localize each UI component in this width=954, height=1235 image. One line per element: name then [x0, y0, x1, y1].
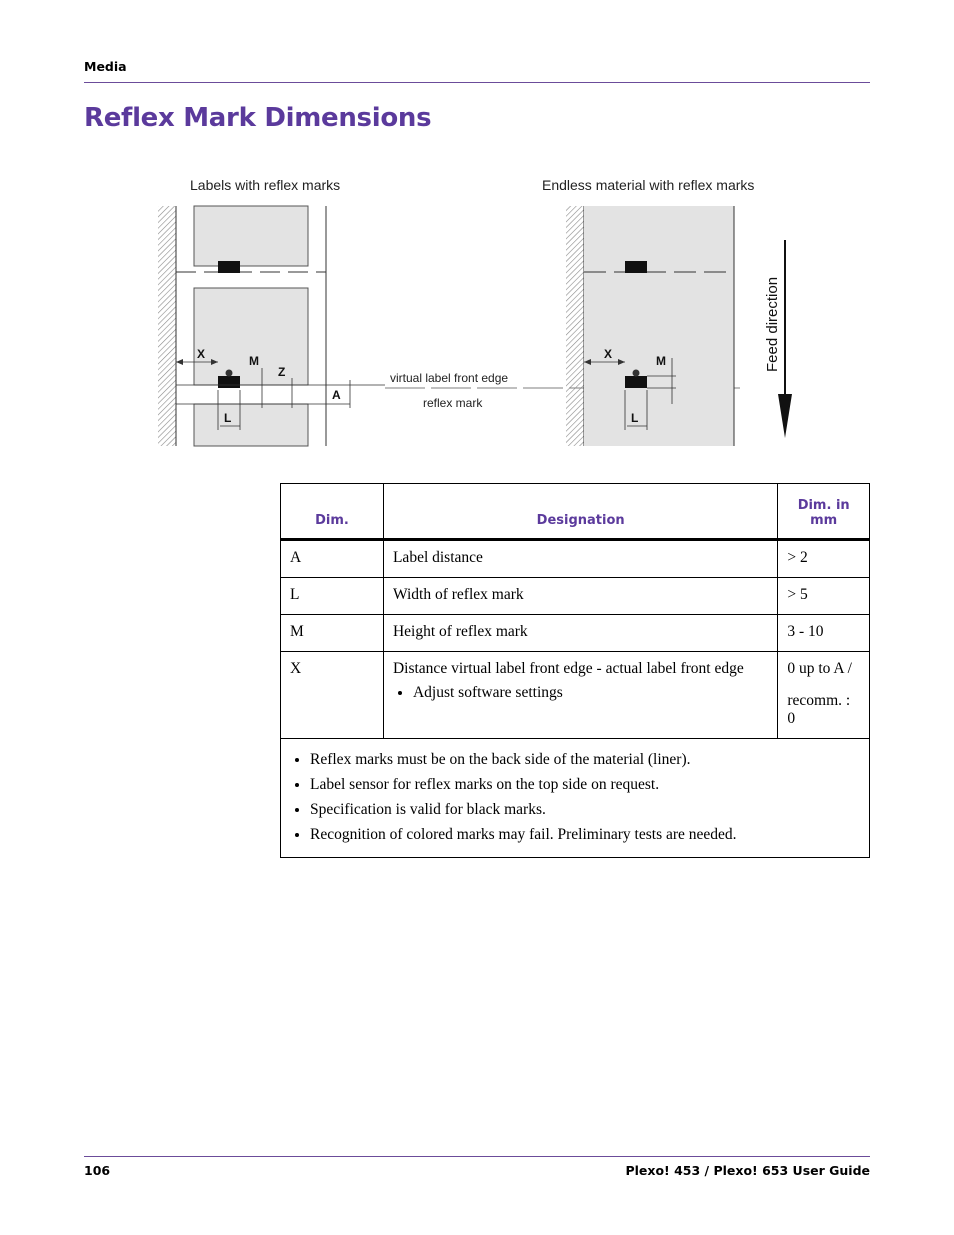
right-guide-hatch — [566, 206, 584, 446]
left-a-label: A — [332, 388, 341, 402]
left-reflex-mark-top — [218, 261, 240, 273]
row-designation: Width of reflex mark — [383, 578, 777, 615]
endless-material — [584, 206, 734, 446]
footer-rule — [84, 1156, 870, 1157]
table-row — [281, 615, 870, 652]
reflex-mark-label: reflex mark — [423, 396, 483, 410]
header-dim: Dim. — [281, 484, 384, 540]
right-reflex-mark-top — [625, 261, 647, 273]
right-caption: Endless material with reflex marks — [542, 177, 755, 193]
right-x-label: X — [604, 347, 613, 361]
right-reflex-mark — [625, 376, 647, 388]
row-dim: L — [281, 578, 384, 615]
row-dim: A — [281, 540, 384, 578]
label-2 — [194, 288, 308, 385]
feed-arrow-head — [778, 394, 792, 438]
left-l-label: L — [224, 411, 232, 425]
page-title: Reflex Mark Dimensions — [84, 103, 432, 133]
left-m-label: M — [249, 354, 259, 368]
left-guide-hatch — [158, 206, 176, 446]
table-notes-row — [281, 739, 870, 858]
note-item: • Specification is valid for black marks. — [310, 797, 861, 822]
diagram-svg — [150, 168, 810, 458]
notes-cell — [281, 739, 870, 858]
row-value: > 2 — [778, 540, 870, 578]
table-header-row — [281, 484, 870, 540]
feed-direction-label: Feed direction — [764, 276, 781, 372]
table-row — [281, 578, 870, 615]
row-value: 3 - 10 — [778, 615, 870, 652]
row-designation-cell — [383, 652, 777, 739]
designation-bullets — [393, 684, 769, 702]
right-sensor-dot — [633, 370, 640, 377]
label-1 — [194, 206, 308, 266]
table-row — [281, 540, 870, 578]
guide-title: Plexo! 453 / Plexo! 653 User Guide — [625, 1163, 870, 1178]
left-reflex-mark — [218, 376, 240, 388]
left-caption: Labels with reflex marks — [190, 177, 341, 193]
label-3 — [194, 404, 308, 446]
table-row — [281, 652, 870, 739]
section-header: Media — [84, 59, 127, 74]
row-value: > 5 — [778, 578, 870, 615]
page-number: 106 — [84, 1163, 111, 1178]
virtual-edge-label: virtual label front edge — [390, 371, 509, 385]
notes-list — [290, 747, 861, 847]
reflex-mark-diagram — [150, 168, 810, 458]
right-l-label: L — [631, 411, 639, 425]
header-value: Dim. in mm — [778, 484, 870, 540]
row-dim: M — [281, 615, 384, 652]
row-value-recommended: recomm. : 0 — [787, 692, 851, 727]
row-dim: X — [281, 652, 384, 739]
row-designation: Height of reflex mark — [383, 615, 777, 652]
header-rule — [84, 82, 870, 83]
designation-bullet: • Adjust software settings — [413, 684, 769, 702]
row-designation: Distance virtual label front edge - actual label front edge — [392, 660, 744, 677]
left-x-label: X — [197, 347, 206, 361]
note-item: • Label sensor for reflex marks on the top side on request. — [310, 772, 861, 797]
note-item: • Reflex marks must be on the back side of the material (liner). — [310, 747, 861, 772]
row-designation: Label distance — [383, 540, 777, 578]
right-m-label: M — [656, 354, 666, 368]
header-designation: Designation — [383, 484, 777, 540]
note-item: • Recognition of colored marks may fail. Preliminary tests are needed. — [310, 822, 861, 847]
left-sensor-dot — [226, 370, 233, 377]
row-value-cell — [778, 652, 870, 739]
dimension-table — [280, 483, 870, 858]
row-value: 0 up to A / — [787, 660, 852, 677]
left-z-label: Z — [278, 365, 286, 379]
